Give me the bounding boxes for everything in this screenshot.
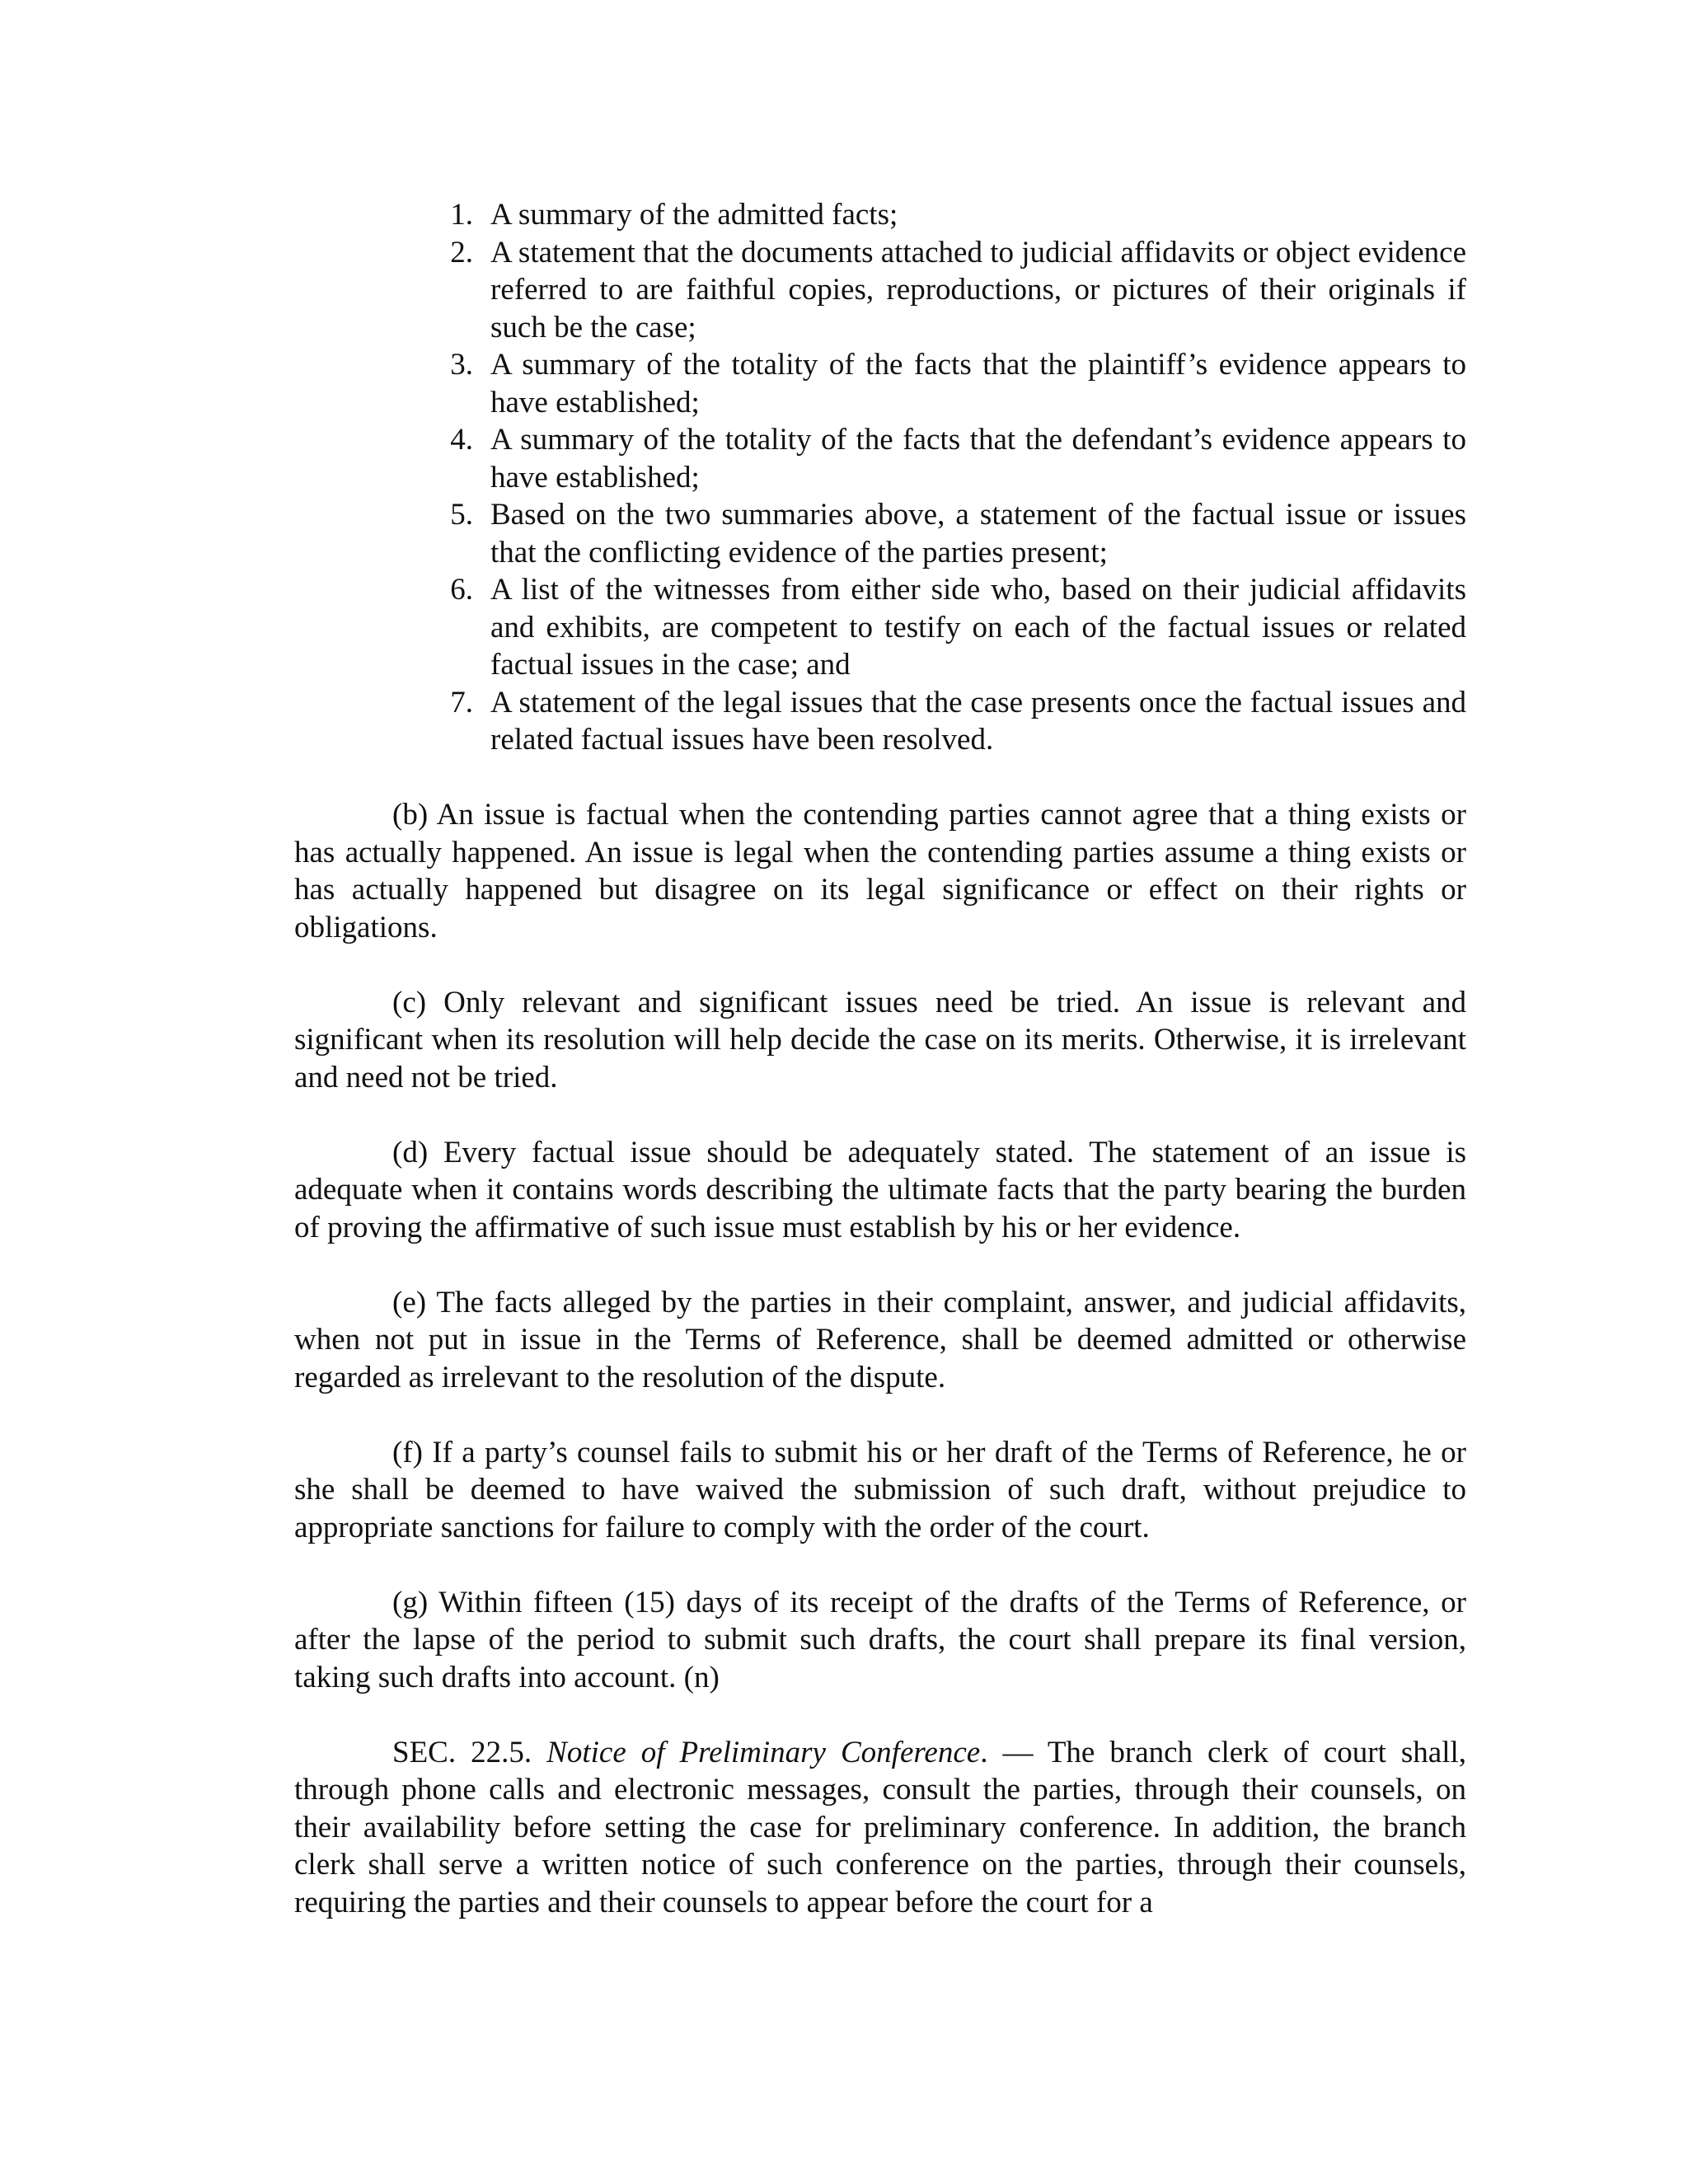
list-item [294, 496, 1466, 571]
list-item [294, 421, 1466, 496]
list-item-text: A statement of the legal issues that the case presents once the factual issues and related factual issues have been resolved. [490, 685, 1466, 757]
section-title: Notice of Preliminary Conference [546, 1735, 981, 1769]
paragraph-f: (f) If a party’s counsel fails to submit his or her draft of the Terms of Reference, he or she shall be deemed to have waived the submission of such draft, without prejudice to appropriate sanctions for failure to comply with the order of the court. [294, 1435, 1466, 1544]
section-number: SEC. 22.5. [392, 1735, 532, 1769]
paragraph-c: (c) Only relevant and significant issues need be tried. An issue is relevant and significant when its resolution will help decide the case on its merits. Otherwise, it is irrelevant and need not be tried. [294, 985, 1466, 1094]
list-item [294, 346, 1466, 421]
list-item-text: A summary of the admitted facts; [490, 198, 898, 232]
list-item [294, 684, 1466, 759]
list-item [294, 571, 1466, 684]
page-content [294, 196, 1466, 1921]
numbered-list [294, 196, 1466, 759]
list-item-text: A summary of the totality of the facts that the plaintiff’s evidence appears to have established; [490, 348, 1466, 419]
section-body: The branch clerk of court shall, through phone calls and electronic messages, consult the parties, through their counsels, on their availability before setting the case for preliminary conference. In addition, the branch clerk shall serve a written notice of such conference on the parties, through their counsels, requiring the parties and their counsels to appear before the court for a [294, 1735, 1467, 1919]
section-22-5-paragraph [294, 1734, 1466, 1922]
paragraph-e: (e) The facts alleged by the parties in their complaint, answer, and judicial affidavits, when not put in issue in the Terms of Reference, shall be deemed admitted or otherwise regarded as irrelevant to the resolution of the dispute. [294, 1285, 1466, 1394]
paragraph-d: (d) Every factual issue should be adequately stated. The statement of an issue is adequate when it contains words describing the ultimate facts that the party bearing the burden of proving the affirmative of such issue must establish by his or her evidence. [294, 1135, 1466, 1244]
list-item-number: 6. [450, 573, 473, 607]
list-item [294, 196, 1466, 234]
list-item-number: 1. [450, 198, 473, 232]
paragraph-b: (b) An issue is factual when the contending parties cannot agree that a thing exists or has actually happened. An issue is legal when the contending parties assume a thing exists or has actually happened but disagree on its legal significance or effect on their rights or obligations. [294, 798, 1466, 944]
list-item-number: 7. [450, 685, 473, 719]
list-item-number: 3. [450, 348, 473, 382]
list-item-text: A statement that the documents attached to judicial affidavits or object evidence referred to are faithful copies, reproductions, or pictures of their originals if such be the case; [490, 235, 1466, 344]
list-item [294, 234, 1466, 347]
list-item-text: A summary of the totality of the facts that the defendant’s evidence appears to have established; [490, 423, 1466, 494]
paragraph-g: (g) Within fifteen (15) days of its receipt of the drafts of the Terms of Reference, or after the lapse of the period to submit such drafts, the court shall prepare its final version, taking such drafts into account. (n) [294, 1585, 1466, 1694]
list-item-number: 2. [450, 235, 473, 269]
section-title-dash: . — [980, 1735, 1034, 1769]
list-item-number: 5. [450, 498, 473, 532]
list-item-number: 4. [450, 423, 473, 457]
list-item-text: Based on the two summaries above, a statement of the factual issue or issues that the conflicting evidence of the parties present; [490, 498, 1466, 569]
list-item-text: A list of the witnesses from either side who, based on their judicial affidavits and exhibits, are competent to testify on each of the factual issues or related factual issues in the case; and [490, 573, 1466, 682]
